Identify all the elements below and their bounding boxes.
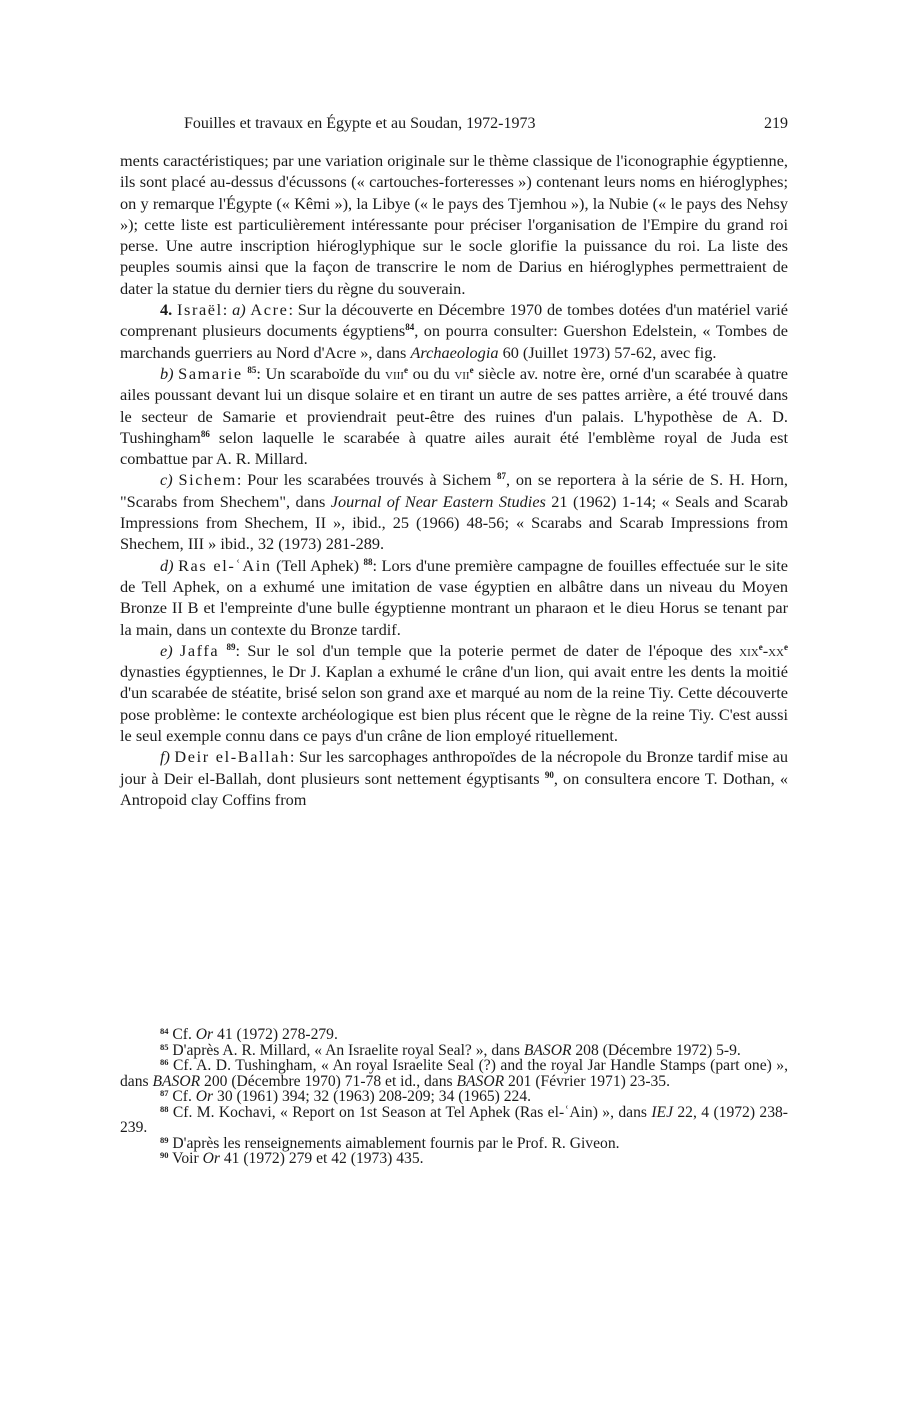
place-name: Jaffa — [179, 640, 220, 660]
footnote-84: $^{84}$ Cf. Or 41 (1972) 278-279. — [160, 1026, 338, 1043]
paragraph-samarie: b) Samarie $^{85}$: Un scaraboïde du viii$^e$ ou du vii$^e$ siècle av. notre ère, orné d'un scarabée à quatre ailes poussant devant lui un disque solaire et en tirant un autre de ses pattes arrière, a été trouvé dans le secteur de Samarie et proviendrait peut-être des ruines d'un palais. L'hypothèse de A. D. Tushingham$^{86}$ selon laquelle le scarabée à quatre ailes aurait été l'emblème royal de Juda est combattue par A. R. Millard. — [120, 363, 789, 469]
place-name: Ras el-ʿAin — [178, 555, 272, 575]
footnote-ref[interactable]: 85 — [247, 364, 257, 375]
paragraph-acre: 4. Israël: a) Acre: Sur la découverte en Décembre 1970 de tombes dotées d'un matériel varié comprenant plusieurs documents égyptiens$^{84}$, on pourra consulter: Guershon Edelstein, « Tombes de marchands guerriers au Nord d'Acre », dans Archaeologia 60 (Juillet 1973) 57-62, avec fig. — [120, 300, 788, 362]
paragraph-ras-el-ain: d) Ras el-ʿAin (Tell Aphek) $^{88}$: Lors d'une première campagne de fouilles effectuée sur le site de Tell Aphek, on a exhumé une imitation de vase égyptien en albâtre dans un niveau du Moyen Bronze II B et l'empreinte d'une bulle égyptienne montrant un pharaon et le dieu Horus se tenant par la main, dans un contexte du Bronze tardif. — [120, 555, 789, 639]
footnote-ref[interactable]: 87 — [497, 471, 507, 482]
paragraph-jaffa: e) Jaffa $^{89}$: Sur le sol d'un temple que la poterie permet de dater de l'époque des $xix^e-xx^e$ dynasties égyptiennes, le Dr J. Kaplan a exhumé le crâne d'un lion, qui avait entre les dents la moitié d'un scarabée de stéatite, brisé selon son grand axe et marqué au nom de la reine Tiy. Cette découverte pose problème: le contexte archéologique est bien plus récent que le règne de la reine Tiy. C'est aussi le seul exemple connu dans ce pays d'un crâne de lion employé rituellement. — [120, 640, 788, 746]
footnote-ref[interactable]: 88 — [363, 556, 373, 567]
footnote-87: $^{87}$ Cf. Or 30 (1961) 394; 32 (1963) 208-209; 34 (1965) 224. — [160, 1088, 532, 1105]
page-number: 219 — [764, 115, 788, 132]
footnote-ref[interactable]: 84 — [405, 322, 415, 333]
country-name: Israël — [177, 300, 223, 320]
footnotes — [120, 1027, 788, 1167]
footnote-ref[interactable]: 89 — [226, 641, 236, 652]
footnote-85: $^{85}$ D'après A. R. Millard, « An Israelite royal Seal? », dans BASOR 208 (Décembre 1972) 5-9. — [160, 1041, 741, 1059]
place-name: Samarie — [178, 363, 243, 383]
place-name: Deir el-Ballah — [174, 747, 290, 767]
footnote-90: $^{90}$ Voir Or 41 (1972) 279 et 42 (1973) 435. — [160, 1150, 424, 1167]
paragraph-sichem: c) Sichem: Pour les scarabées trouvés à Sichem $^{87}$, on se reportera à la série de S. H. Horn, "Scarabs from Shechem", dans Journal of Near Eastern Studies 21 (1962) 1-14; « Seals and Scarab Impressions from Shechem, II », ibid., 25 (1966) 48-56; « Scarabs and Scarab Impressions from Shechem, III » ibid., 32 (1973) 281-289. — [120, 470, 789, 554]
running-title: Fouilles et travaux en Égypte et au Soudan, 1972-1973 — [184, 115, 536, 132]
place-name: Sichem — [178, 470, 237, 490]
footnote-ref[interactable]: 90 — [544, 769, 554, 780]
paragraph-continuation: ments caractéristiques; par une variation originale sur le thème classique de l'iconographie égyptienne, ils sont placé au-dessus d'écussons (« cartouches-forteresses ») contenant leurs noms en hiéroglyphes; on y remarque l'Égypte (« Kêmi »), la Libye (« le pays des Tjemhou »), la Nubie (« le pays des Nehsy »); cette liste est particulièrement intéressante pour préciser l'organisation de l'Empire du grand roi perse. Une autre inscription hiéroglyphique sur le socle glorifie la puissance du roi. La liste des peuples soumis ainsi que la façon de transcrire le nom de Darius en hiéroglyphes permettraient de dater la statue du dernier tiers du règne du souverain. — [120, 151, 788, 298]
place-name: Acre — [250, 300, 289, 320]
footnote-89: $^{89}$ D'après les renseignements aimablement fournis par le Prof. R. Giveon. — [160, 1134, 620, 1152]
footnote-86: $^{86}$ Cf. A. D. Tushingham, « An royal Israelite Seal (?) and the royal Jar Handle Stamps (part one) », dans BASOR 200 (Décembre 1970) 71-78 et id., dans BASOR 201 (Février 1971) 23-35. — [120, 1057, 789, 1090]
footnote-ref[interactable]: 86 — [200, 428, 210, 439]
footnote-88: $^{88}$ Cf. M. Kochavi, « Report on 1st Season at Tel Aphek (Ras el-ʿAin) », dans IEJ 22, 4 (1972) 238-239. — [120, 1103, 788, 1136]
paragraph-deir-el-ballah: f) Deir el-Ballah: Sur les sarcophages anthropoïdes de la nécropole du Bronze tardif mise au jour à Deir el-Ballah, dont plusieurs sont nettement égyptisants $^{90}$, on consultera encore T. Dothan, « Antropoid clay Coffins from — [120, 747, 789, 809]
main-text — [120, 150, 788, 810]
